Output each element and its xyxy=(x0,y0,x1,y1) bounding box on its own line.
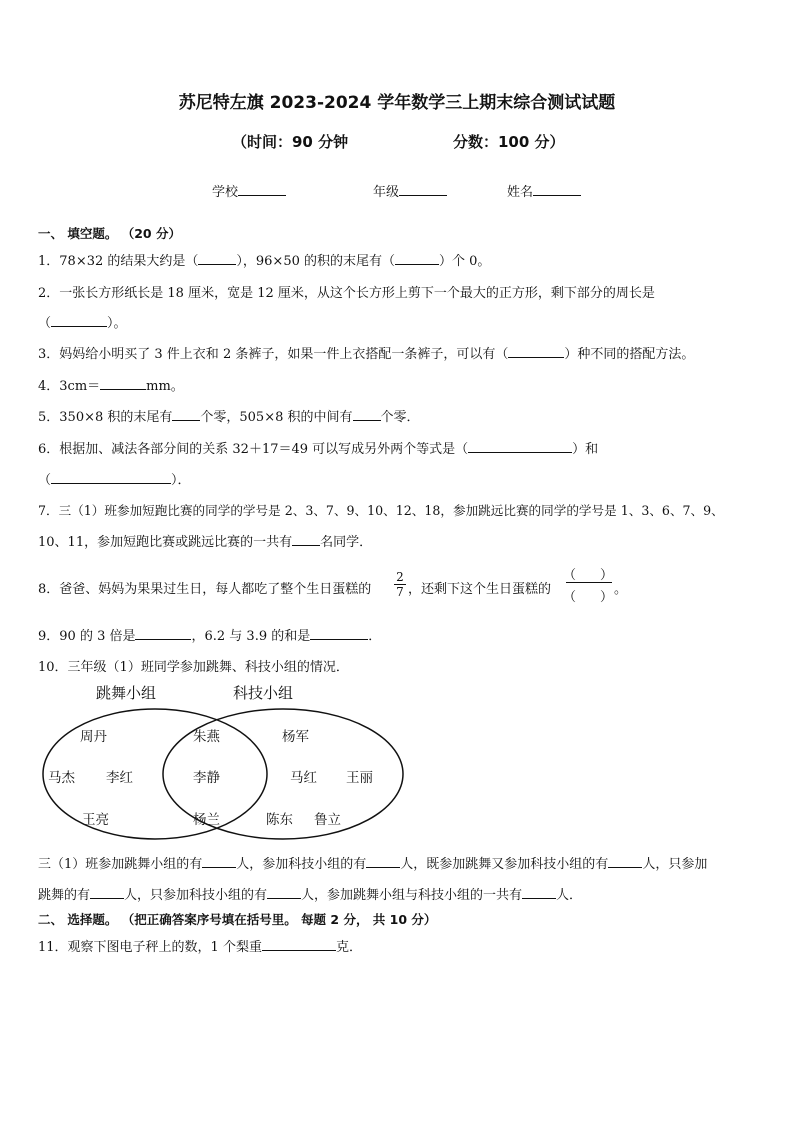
q9-blank-2[interactable] xyxy=(310,626,368,640)
q1-text-c: ）个 0。 xyxy=(439,254,491,269)
q6-text-c: （ xyxy=(38,473,52,488)
question-3 xyxy=(38,343,694,362)
question-1 xyxy=(38,250,490,269)
q9-blank-1[interactable] xyxy=(135,626,191,640)
name-blank[interactable] xyxy=(533,182,581,196)
q9-text-a: 9．90 的 3 倍是 xyxy=(38,629,136,644)
q5-text-c: 个零． xyxy=(380,410,420,425)
q8-fraction-denominator: 7 xyxy=(396,585,404,599)
q10-text-f: 人，只参加科技小组的有 xyxy=(124,888,268,903)
question-7-line-2 xyxy=(38,531,372,550)
section-heading-choice: 二、 选择题。 （把正确答案序号填在括号里。 每题 2 分， 共 10 分） xyxy=(38,912,437,927)
q4-text-b: mm。 xyxy=(146,379,184,394)
q10-blank-4[interactable] xyxy=(90,885,124,899)
q10-blank-1[interactable] xyxy=(202,854,236,868)
grade-label: 年级 xyxy=(373,185,400,200)
q11-text-b: 克． xyxy=(335,940,362,955)
section-heading-fill: 一、 填空题。 （20 分） xyxy=(38,226,181,241)
venn-dance-label: 跳舞小组 xyxy=(96,684,157,702)
q10-text-g: 人，参加跳舞小组与科技小组的一共有 xyxy=(301,888,523,903)
exam-score: 分数：100 分） xyxy=(453,133,565,151)
question-11 xyxy=(38,936,362,955)
venn-name: 李红 xyxy=(106,770,133,786)
q7-blank[interactable] xyxy=(292,532,320,546)
q8-answer-fraction-bar xyxy=(566,582,612,583)
q7-text-a: 10、11，参加短跑比赛或跳远比赛的一共有 xyxy=(38,535,293,550)
q11-blank[interactable] xyxy=(262,937,336,951)
question-5 xyxy=(38,406,420,425)
q6-text-d: ）． xyxy=(171,473,191,488)
question-7-line-1: 7．三（1）班参加短跑比赛的同学的学号是 2、3、7、9、10、12、18，参加跳远比赛的同学的学号是 1、3、6、7、9、 xyxy=(38,503,724,518)
q3-text-a: 3．妈妈给小明买了 3 件上衣和 2 条裤子，如果一件上衣搭配一条裤子，可以有（ xyxy=(38,347,509,362)
page-title: 苏尼特左旗 2023-2024 学年数学三上期末综合测试试题 xyxy=(178,93,616,113)
q8-text-end: 。 xyxy=(614,582,628,597)
question-8-text-b: ，还剩下这个生日蛋糕的 xyxy=(408,582,552,597)
question-6-line-2 xyxy=(38,469,191,488)
venn-name: 李静 xyxy=(193,770,220,786)
q10-blank-5[interactable] xyxy=(267,885,301,899)
q10-blank-6[interactable] xyxy=(522,885,556,899)
q9-text-c: ． xyxy=(368,629,382,644)
venn-name: 杨兰 xyxy=(193,812,220,828)
school-blank[interactable] xyxy=(238,182,286,196)
q8-answer-num-paren-right: ） xyxy=(600,568,614,583)
q1-text-b: ），96×50 的积的末尾有（ xyxy=(236,254,395,269)
venn-name: 王亮 xyxy=(82,812,109,828)
q5-blank-1[interactable] xyxy=(172,407,200,421)
grade-blank[interactable] xyxy=(399,182,447,196)
q10-text-e: 跳舞的有 xyxy=(38,888,91,903)
q11-text-a: 11．观察下图电子秤上的数，1 个梨重 xyxy=(38,940,262,955)
question-9 xyxy=(38,625,381,644)
q5-text-a: 5．350×8 积的末尾有 xyxy=(38,410,173,425)
q4-blank[interactable] xyxy=(100,376,146,390)
question-10-line-2 xyxy=(38,884,582,903)
school-label: 学校 xyxy=(212,185,239,200)
q2-text-a: （ xyxy=(38,316,52,331)
q6-text-a: 6．根据加、减法各部分间的关系 32＋17＝49 可以写成另外两个等式是（ xyxy=(38,442,469,457)
q6-blank-2[interactable] xyxy=(51,470,171,484)
name-field xyxy=(507,181,581,200)
question-2-line-2 xyxy=(38,312,127,331)
q8-answer-num-paren-left: （ xyxy=(563,568,577,583)
q9-text-b: ，6.2 与 3.9 的和是 xyxy=(191,629,311,644)
q8-answer-den-paren-right: ） xyxy=(600,590,614,605)
q4-text-a: 4．3cm＝ xyxy=(38,379,101,394)
exam-time: （时间：90 分钟 xyxy=(232,133,349,151)
venn-name: 马杰 xyxy=(48,770,75,786)
venn-tech-label: 科技小组 xyxy=(233,684,294,702)
q1-blank-2[interactable] xyxy=(395,251,439,265)
q3-text-b: ）种不同的搭配方法。 xyxy=(564,347,695,362)
q1-blank-1[interactable] xyxy=(198,251,236,265)
venn-dance-circle xyxy=(43,709,267,839)
venn-name: 王丽 xyxy=(346,770,373,786)
q8-answer-den-paren-left: （ xyxy=(563,590,577,605)
venn-name: 马红 xyxy=(290,770,317,786)
q6-blank-1[interactable] xyxy=(468,439,572,453)
q10-blank-3[interactable] xyxy=(608,854,642,868)
q2-blank[interactable] xyxy=(51,313,107,327)
q8-fraction-numerator: 2 xyxy=(396,570,404,584)
q5-text-b: 个零，505×8 积的中间有 xyxy=(200,410,353,425)
question-4 xyxy=(38,375,184,394)
q2-text-b: ）。 xyxy=(107,316,127,331)
q10-text-a: 三（1）班参加跳舞小组的有 xyxy=(38,857,203,872)
q1-text-a: 1．78×32 的结果大约是（ xyxy=(38,254,199,269)
grade-field xyxy=(373,181,447,200)
q10-text-c: 人，既参加跳舞又参加科技小组的有 xyxy=(400,857,609,872)
venn-name: 朱燕 xyxy=(193,729,220,745)
name-label: 姓名 xyxy=(507,185,534,200)
q10-text-d: 人，只参加 xyxy=(642,857,708,872)
q7-text-b: 名同学． xyxy=(320,535,373,550)
q10-text-b: 人，参加科技小组的有 xyxy=(236,857,367,872)
q10-text-h: 人． xyxy=(556,888,583,903)
q3-blank[interactable] xyxy=(508,344,564,358)
q8-fraction xyxy=(394,571,406,598)
question-10-intro: 10．三年级（1）班同学参加跳舞、科技小组的情况． xyxy=(38,660,349,675)
question-2-line-1: 2．一张长方形纸长是 18 厘米，宽是 12 厘米，从这个长方形上剪下一个最大的正方形，剩下部分的周长是 xyxy=(38,286,655,301)
question-10-line-1 xyxy=(38,853,707,872)
venn-name: 杨军 xyxy=(282,729,309,745)
school-field xyxy=(212,181,286,200)
venn-name: 陈东 xyxy=(266,812,293,828)
question-6-line-1 xyxy=(38,438,598,457)
q6-text-b: ）和 xyxy=(572,442,599,457)
venn-name: 鲁立 xyxy=(314,812,341,828)
venn-name: 周丹 xyxy=(80,729,107,745)
q10-blank-2[interactable] xyxy=(366,854,400,868)
q5-blank-2[interactable] xyxy=(353,407,381,421)
question-8-text-a: 8．爸爸、妈妈为果果过生日，每人都吃了整个生日蛋糕的 xyxy=(38,582,372,597)
